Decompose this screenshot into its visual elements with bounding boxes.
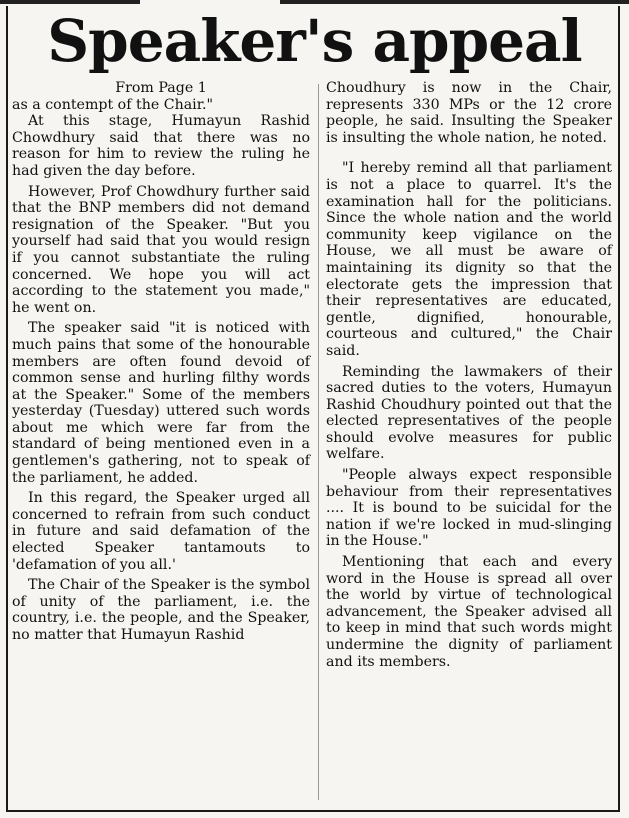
article-paragraph: However, Prof Chowdhury further said that the BNP members did not demand resignation of the Speaker. "But you yourself had said that you would resign if you cannot substantiate the ruling concerned. We hope you will act according to the statement you made," he went on.	[12, 183, 310, 316]
article-column-left	[12, 80, 310, 644]
article-paragraph: The speaker said "it is noticed with much pains that some of the honourable members are often found devoid of common sense and hurling filthy words at the Speaker." Some of the members yesterday (Tuesday) uttered such words about me which were far from the standard of being mentioned even in a gentlemen's gathering, not to speak of the parliament, he added.	[12, 320, 310, 486]
article-paragraph: "I hereby remind all that parliament is not a place to quarrel. It's the examination hall for the politicians. Since the whole nation and the world community keep vigilance on the House, we all must be aware of maintaining its dignity so that the electorate gets the impression that their representatives are educated, gentle, dignified, honourable, courteous and cultured," the Chair said.	[326, 160, 612, 359]
article-paragraph: Mentioning that each and every word in the House is spread all over the world by virtue of technological advancement, the Speaker advised all to keep in mind that such words might undermine the dignity of parliament and its members.	[326, 554, 612, 670]
article-paragraph: "People always expect responsible behaviour from their representatives .... It is bound to be suicidal for the nation if we're locked in mud-slinging in the House."	[326, 467, 612, 550]
continuation-label: From Page 1	[115, 80, 207, 96]
headline: Speaker's appeal	[47, 7, 582, 75]
clipping-border-right	[618, 6, 620, 812]
clipping-border-bottom	[6, 810, 620, 812]
article-paragraph: In this regard, the Speaker urged all concerned to refrain from such conduct in future and said defamation of the elected Speaker tantamouts to 'defamation of you all.'	[12, 490, 310, 573]
clipping-border-left	[6, 6, 8, 812]
article-paragraph: Choudhury is now in the Chair, represents 330 MPs or the 12 crore people, he said. Insulting the Speaker is insulting the whole nation, he noted.	[326, 80, 612, 146]
top-rule	[0, 0, 629, 4]
article-paragraph: At this stage, Humayun Rashid Chowdhury said that there was no reason for him to review the ruling he had given the day before.	[12, 113, 310, 179]
article-paragraph: Reminding the lawmakers of their sacred duties to the voters, Humayun Rashid Choudhury pointed out that the elected representatives of the people should evolve measures for public welfare.	[326, 363, 612, 463]
column-divider	[318, 84, 319, 800]
article-paragraph: The Chair of the Speaker is the symbol of unity of the parliament, i.e. the country, i.e. the people, and the Speaker, no matter that Humayun Rashid	[12, 577, 310, 643]
article-column-right	[326, 80, 612, 670]
article-paragraph: as a contempt of the Chair."	[12, 96, 213, 113]
